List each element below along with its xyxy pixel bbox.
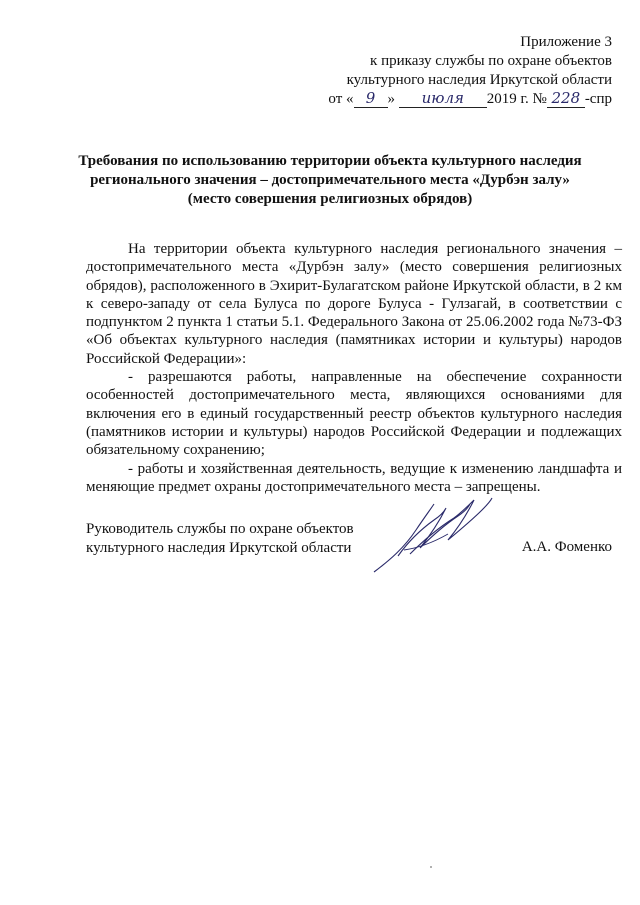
date-mid: »	[387, 91, 396, 107]
appendix-header	[282, 33, 612, 109]
order-number: 228	[551, 89, 581, 107]
order-reference-line: к приказу службы по охране объектов	[370, 53, 612, 69]
intro-paragraph: На территории объекта культурного наследия регионального значения – достопримечательного места «Дурбэн залу» (место совершения религиозных обрядов), расположенного в Эхирит-Булагатском районе Иркутской области, в 2 км к северо-западу от села Булуса по дороге Булуса - Гулзагай, в соответствии с подпунктом 2 пункта 1 статьи 5.1. Федерального Закона от 25.06.2002 года №73-ФЗ «Об объектах культурного наследия (памятниках истории и культуры) народов Российской Федерации»:	[86, 241, 622, 367]
signer-position-line-1: Руководитель службы по охране объектов	[86, 521, 354, 537]
title-line-1: Требования по использованию территории объекта культурного наследия	[78, 153, 582, 169]
date-day: 9	[365, 89, 376, 107]
title-line-2: регионального значения – достопримечательного места «Дурбэн залу»	[90, 172, 570, 188]
date-prefix: от «	[328, 91, 354, 107]
title-line-3: (место совершения религиозных обрядов)	[187, 191, 473, 207]
forbidden-works-paragraph: - работы и хозяйственная деятельность, ведущие к изменению ландшафта и меняющие предмет охраны достопримечательного места – запрещены.	[86, 460, 622, 495]
appendix-label: Приложение 3	[520, 34, 612, 50]
date-day-field	[354, 90, 388, 108]
order-suffix: -спр	[584, 91, 612, 107]
order-number-field	[547, 90, 585, 108]
allowed-works-paragraph: - разрешаются работы, направленные на обеспечение сохранности особенностей достопримечательного места, являющихся основаниями для включения его в единый государственный реестр объектов культурного наследия (памятников истории и культуры) народов Российской Федерации и подлежащих обязательному сохранению;	[86, 369, 622, 459]
signer-position	[86, 520, 354, 558]
date-month: июля	[421, 89, 464, 107]
handwritten-signature	[368, 490, 498, 580]
document-title	[70, 152, 590, 209]
signer-position-line-2: культурного наследия Иркутской области	[86, 540, 352, 556]
date-year: 2019 г. №	[486, 91, 547, 107]
issuer-line: культурного наследия Иркутской области	[346, 72, 612, 88]
document-body	[86, 240, 622, 496]
signer-name: А.А. Фоменко	[521, 539, 612, 555]
scan-speck	[430, 866, 432, 868]
date-month-field	[399, 90, 487, 108]
order-date-line	[282, 90, 612, 109]
